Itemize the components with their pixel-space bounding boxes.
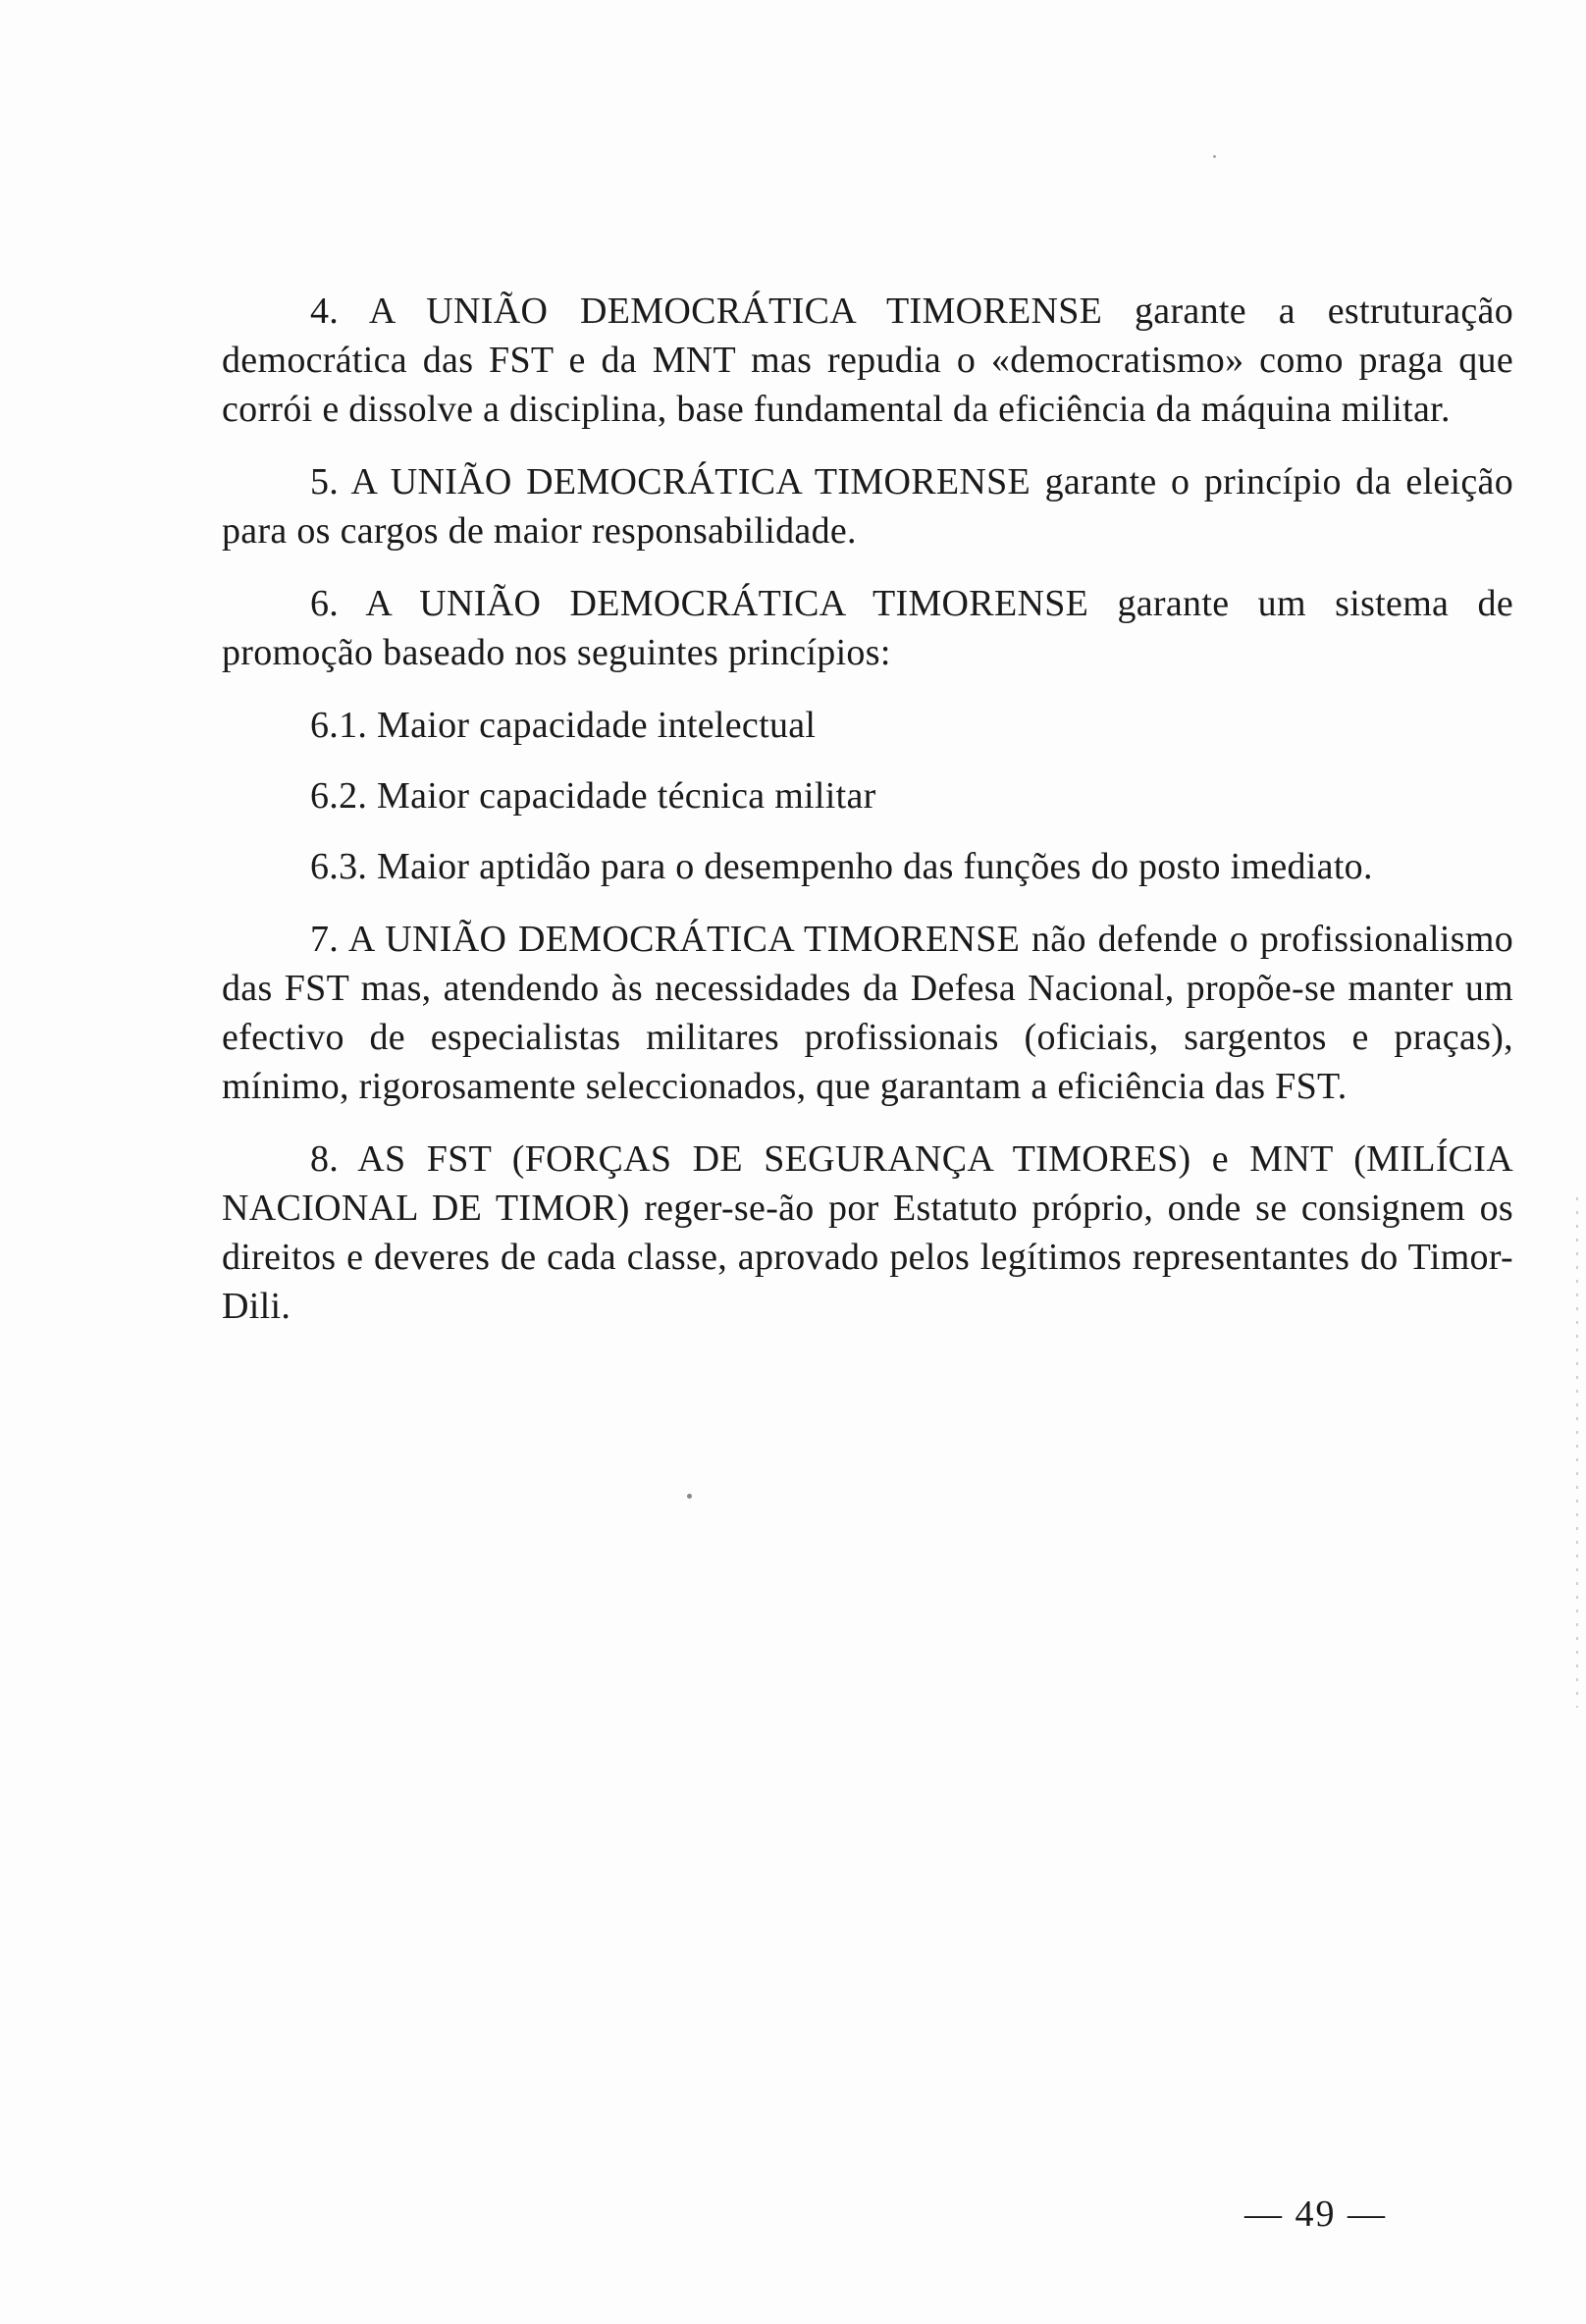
paragraph-6-3: 6.3. Maior aptidão para o desempenho das funções do posto imediato. xyxy=(310,846,1373,887)
paragraph-6-2: 6.2. Maior capacidade técnica militar xyxy=(310,775,876,817)
body-text xyxy=(222,287,1513,1331)
page-number: — 49 — xyxy=(1244,2193,1387,2235)
paragraph-8: 8. AS FST (FORÇAS DE SEGURANÇA TIMORES) e MNT (MILÍCIA NACIONAL DE TIMOR) reger-se-ão por Estatuto próprio, onde se consignem os direitos e deveres de cada classe, aprovado pelos legítimos representantes do Timor-Dili. xyxy=(222,1138,1513,1327)
paragraph-4: 4. A UNIÃO DEMOCRÁTICA TIMORENSE garante a estruturação democrática das FST e da MNT mas repudia o «democratismo» como praga que corrói e dissolve a disciplina, base fundamental da eficiência da máquina militar. xyxy=(222,290,1513,430)
ink-speck xyxy=(1213,155,1216,158)
paragraph-6-1: 6.1. Maior capacidade intelectual xyxy=(310,705,817,746)
scan-edge-marks xyxy=(1576,1197,1578,1708)
paragraph-6: 6. A UNIÃO DEMOCRÁTICA TIMORENSE garante um sistema de promoção baseado nos seguintes princípios: xyxy=(222,583,1513,673)
paragraph-5: 5. A UNIÃO DEMOCRÁTICA TIMORENSE garante o princípio da eleição para os cargos de maior responsabilidade. xyxy=(222,461,1513,552)
paragraph-7: 7. A UNIÃO DEMOCRÁTICA TIMORENSE não defende o profissionalismo das FST mas, atendendo às necessidades da Defesa Nacional, propõe-se manter um efectivo de especialistas militares profissionais (oficiais, sargentos e praças), mínimo, rigorosamente seleccionados, que garantam a eficiência das FST. xyxy=(222,919,1513,1107)
ink-speck xyxy=(687,1494,692,1499)
